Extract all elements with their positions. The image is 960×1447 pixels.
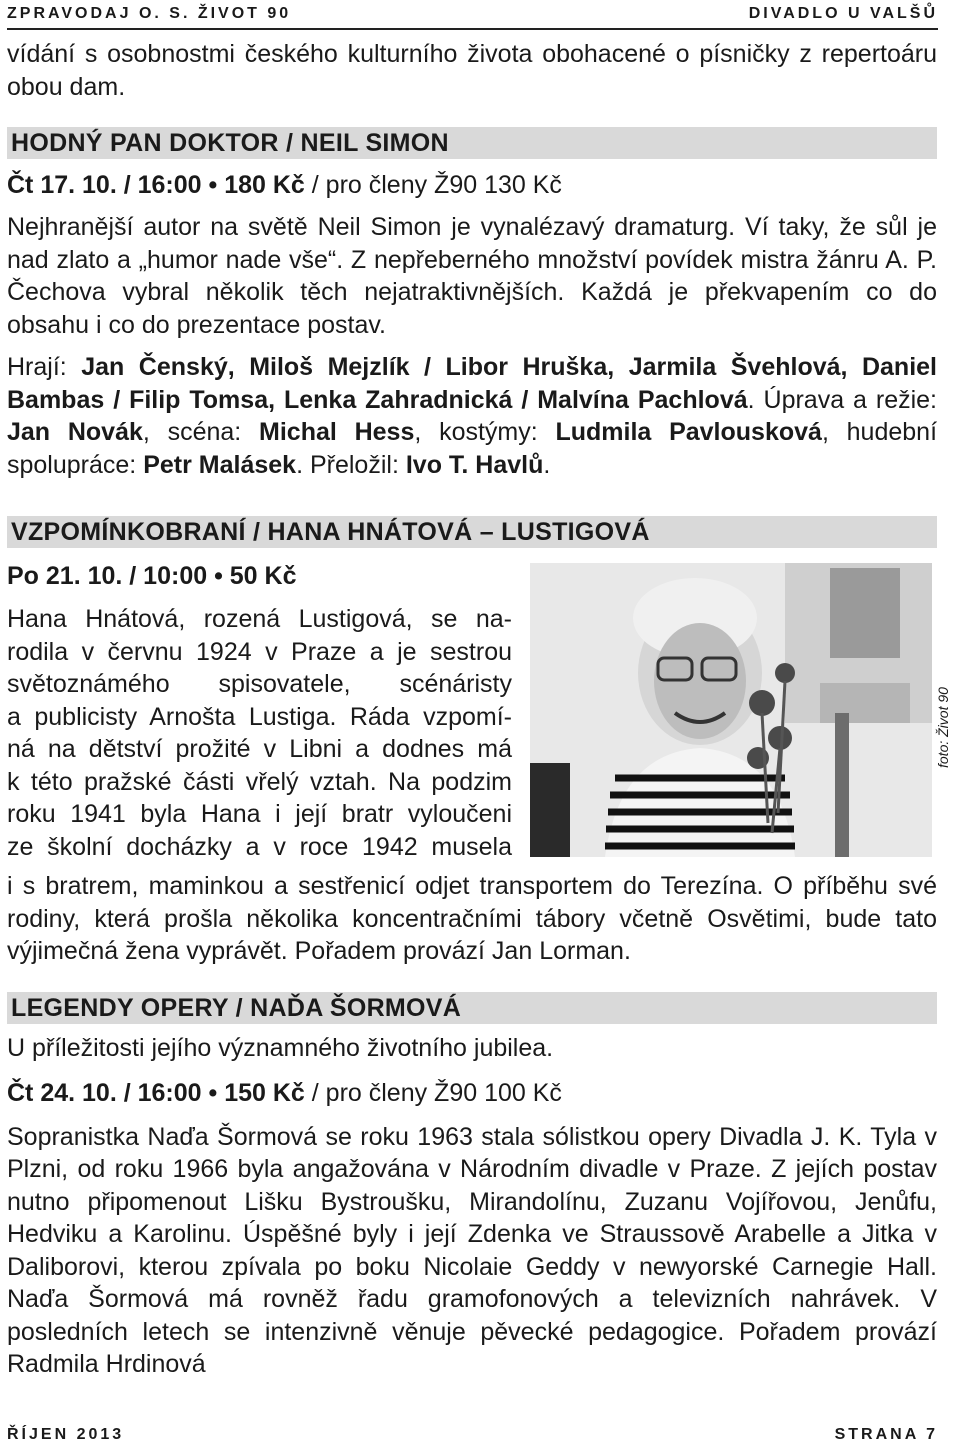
music-label: , hudební spolupráce: — [7, 418, 938, 479]
footer-issue: ŘÍJEN 2013 — [7, 1425, 125, 1443]
director-name: Jan Novák — [7, 418, 143, 446]
event-description: Nejhranější autor na světě Neil Simon je vynalézavý dramaturg. Ví taky, že sůl je nad zlato a „humor nade vše“. Z nepřeberného množství povídek mistra žánru A. P. Čechova vybral několik těch nejatraktivnějších. Každá je překvapením co do obsahu i co do prezentace postav. — [7, 213, 937, 339]
footer-page-number: STRANA 7 — [834, 1425, 938, 1443]
event-date — [7, 1077, 937, 1109]
event-date-member-price: / pro členy Ž90 100 Kč — [304, 1078, 562, 1107]
section-title: VZPOMÍNKOBRANÍ / HANA HNÁTOVÁ – LUSTIGOVÁ — [7, 516, 937, 548]
cast-names: Jan Čenský, Miloš Mejzlík / Libor Hruška, Jarmila Švehlová, Daniel Bambas / Filip Tomsa, Lenka Zahradnická / Malvína Pachlová — [7, 353, 937, 414]
body-line: k této pražské části vřelý vztah. Na podzim — [7, 767, 512, 796]
section-title: HODNÝ PAN DOKTOR / NEIL SIMON — [7, 127, 937, 159]
header-publication: ZPRAVODAJ O. S. ŽIVOT 90 — [7, 5, 292, 22]
page-footer — [7, 1422, 938, 1447]
event-date-main: Čt 17. 10. / 16:00 • 180 Kč — [7, 171, 305, 199]
body-line: ze školní docházky a v roce 1942 musela — [7, 832, 512, 861]
event-description-wrapped — [7, 603, 512, 863]
page-header — [7, 0, 938, 30]
intro-text: vídání s osobnostmi českého kulturního života obohacené o písničky z repertoáru obou dam. — [7, 40, 937, 101]
body-line: a publicisty Arnošta Lustiga. Ráda vzpomí- — [7, 702, 512, 731]
body-line: ná na dětství prožité v Libni a dodnes má — [7, 735, 512, 763]
director-label: . Úprava a režie: — [747, 385, 937, 414]
body-line: roku 1941 byla Hana i její bratr vyloučeni — [7, 800, 512, 828]
event-date — [7, 169, 937, 201]
costume-name: Ludmila Pavlousková — [555, 418, 822, 446]
event-date-member-price: / pro členy Ž90 130 Kč — [304, 171, 562, 199]
portrait-photo — [530, 563, 932, 857]
photo-credit: foto: Život 90 — [935, 687, 951, 768]
costume-label: , kostýmy: — [414, 418, 556, 446]
translator-label: . Přeložil: — [296, 450, 406, 479]
event-description-continued — [7, 870, 937, 968]
intro-block — [7, 38, 937, 103]
body-line: rodila v červnu 1924 v Praze a je sestrou — [7, 637, 512, 666]
scene-label: , scéna: — [142, 418, 260, 446]
body-line: světoznámého spisovatele, scénáristy — [7, 670, 512, 698]
section-hodny-pan-doktor — [7, 127, 937, 481]
scene-name: Michal Hess — [259, 418, 415, 446]
credits-end: . — [543, 450, 551, 479]
cast-label: Hrají: — [7, 353, 82, 381]
header-section: DIVADLO U VALŠŮ — [748, 5, 938, 22]
event-description: Sopranistka Naďa Šormová se roku 1963 stala sólistkou opery Divadla J. K. Tyla v Plzni, od roku 1966 byla angažována v Národním divadle v Praze. Z jejích postav nutno připomenout Lišku Bystroušku, Mirandolínu, Zuzanu Vojířovou, Jenůfu, Hedviku a Karolinu. Úspěšné byly i její Zdenka ve Straussově Arabelle a Jitka v Daliborovi, kterou zpívala po boku Nicolaie Geddy v newyorské Carnegie Hall. Naďa Šormová má rovněž řadu gramofonových a televizních nahrávek. V posledních letech se intenzivně věnuje pěvecké pedagogice. Pořadem provází Radmila Hrdinová — [7, 1122, 937, 1378]
music-name: Petr Malásek — [143, 450, 297, 479]
portrait-illustration — [530, 563, 932, 857]
section-title: LEGENDY OPERY / NAĎA ŠORMOVÁ — [7, 992, 937, 1024]
event-date-main: Čt 24. 10. / 16:00 • 150 Kč — [7, 1078, 305, 1107]
body-rest: i s bratrem, maminkou a sestřenicí odjet transportem do Terezína. O příběhu své rodiny, která prošla několika koncentračními tábory včetně Osvětimi, bude tato výjimečná žena vyprávět. Pořadem provází Jan Lorman. — [7, 872, 937, 965]
event-credits — [7, 351, 937, 481]
event-subtitle: U příležitosti jejího významného životního jubilea. — [7, 1034, 554, 1062]
section-legendy-opery — [7, 992, 937, 1381]
body-line: Hana Hnátová, rozená Lustigová, se na- — [7, 605, 512, 633]
translator-name: Ivo T. Havlů — [405, 450, 544, 479]
event-date: Po 21. 10. / 10:00 • 50 Kč — [7, 562, 297, 590]
